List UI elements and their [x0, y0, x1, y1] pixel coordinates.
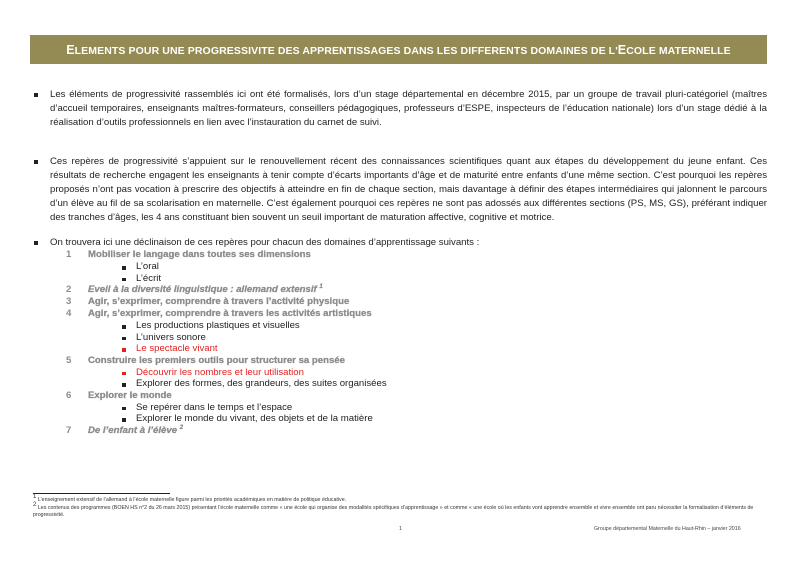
- domain-heading: [88, 296, 349, 308]
- domain-number: 3: [66, 296, 72, 307]
- footnote-text: L’enseignement extensif de l’allemand à l’école maternelle figure parmi les priorités académiques en matière de politique éducative.: [37, 497, 347, 503]
- domain-number: 7: [66, 424, 72, 436]
- domain-title: De l’enfant à l’élève: [88, 424, 178, 436]
- bullet-icon: [122, 337, 126, 341]
- sub-domain-item: Se repérer dans le temps et l’espace: [136, 401, 293, 413]
- paragraph-line: proposés n’ont pas vocation à prescrire des objectifs à atteindre en fin de chaque section, mais davantage à définir des étapes intermédiaires qui jalonnent le parcours: [50, 184, 767, 195]
- document-title-banner: [30, 35, 767, 64]
- bullet-icon: [122, 418, 126, 422]
- domain-number: 6: [66, 389, 72, 401]
- bullet-icon: [122, 372, 126, 376]
- intro-paragraph-3: [50, 236, 767, 250]
- footnote-mark: 1: [33, 494, 37, 501]
- domain-title: Mobiliser le langage dans toutes ses dimensions: [88, 249, 311, 260]
- paragraph-line: résultats de recherche engagent les enseignants à tenir compte d’écarts importants d’âge et de maturité entre enfants d’une même section. C’est pourquoi les repères: [50, 170, 767, 181]
- bullet-icon: [34, 160, 38, 164]
- paragraph-line: Ces repères de progressivité s’appuient sur le renouvellement récent des connaissances scientifiques quant aux étapes du développement du jeune enfant. Ces: [50, 156, 767, 167]
- domain-number: 2: [66, 284, 72, 295]
- sub-domain-item: Le spectacle vivant: [136, 343, 218, 354]
- bullet-icon: [122, 266, 126, 270]
- intro-paragraph-1: [50, 88, 767, 130]
- footnote-2: [33, 502, 768, 519]
- domain-title: Agir, s’exprimer, comprendre à travers les activités artistiques: [88, 308, 372, 319]
- domain-heading: [88, 425, 183, 437]
- domain-title: Agir, s’exprimer, comprendre à travers l’activité physique: [88, 296, 350, 307]
- footnote-reference: 1: [319, 283, 323, 290]
- bullet-icon: [122, 348, 126, 352]
- domain-heading: [88, 249, 311, 261]
- footnote-separator: [33, 493, 170, 494]
- paragraph-line: réalisation d’outils professionnels en lien avec l’instauration du carnet de suivi.: [50, 117, 382, 128]
- sub-domain-item: Explorer le monde du vivant, des objets et de la matière: [136, 413, 373, 424]
- bullet-icon: [34, 93, 38, 97]
- domain-title: Explorer le monde: [88, 389, 172, 401]
- footnote-mark: 2: [33, 502, 37, 509]
- sub-domain-item: Les productions plastiques et visuelles: [136, 320, 300, 331]
- domain-heading: [88, 390, 172, 402]
- domain-heading: [88, 308, 372, 320]
- page-number: 1: [399, 526, 402, 532]
- footnote-1: [33, 494, 768, 504]
- sub-domain-item: Découvrir les nombres et leur utilisation: [136, 366, 304, 378]
- domain-number: 1: [66, 249, 72, 260]
- domain-number: 5: [66, 354, 72, 366]
- bullet-icon: [34, 241, 38, 245]
- intro-paragraph-2: [50, 155, 767, 225]
- sub-domain-item: L’univers sonore: [136, 331, 206, 343]
- sub-domain-item: L’écrit: [136, 272, 162, 284]
- footnote-reference: 2: [179, 424, 184, 431]
- paragraph-line: d’un élève au fil de sa scolarisation en maternelle. C’est également pourquoi ces repères ne sont pas adossés aux différentes sections (PS, MS, GS), préférant indiquer: [50, 198, 767, 209]
- bullet-icon: [122, 278, 126, 282]
- sub-domain-item: L’oral: [136, 261, 159, 272]
- paragraph-line: Les éléments de progressivité rassemblés ici ont été formalisés, lors d’un stage départemental en décembre 2015, par un groupe de travail pluri-catégoriel (maîtres: [50, 89, 767, 100]
- paragraph-line: d’accueil temporaires, enseignants maîtres-formateurs, conseillers pédagogiques, professeurs d’ESPE, inspecteurs de l’éducation nationale) lors d’un stage dédié à la: [50, 103, 767, 114]
- bullet-icon: [122, 325, 126, 329]
- bullet-icon: [122, 407, 126, 411]
- domain-heading: [88, 355, 345, 367]
- domain-number: 4: [66, 308, 72, 319]
- paragraph-line: des tranches d’âges, les 4 ans constituant bien souvent un seuil important de maturation affective, cognitive et motrice.: [50, 212, 555, 223]
- footer-organization: Groupe départemental Maternelle du Haut-Rhin – janvier 2016: [594, 526, 741, 532]
- domain-title: Construire les premiers outils pour structurer sa pensée: [88, 354, 345, 366]
- domain-title: Eveil à la diversité linguistique : allemand extensif: [88, 284, 317, 295]
- domain-heading: [88, 284, 323, 296]
- footnote-text: Les contenus des programmes (BOEN HS n°2 du 26 mars 2015) présentant l’école maternelle comme « une école qui organise des modalités spécifiques d’apprentissage » et comme « une école où les enfants vont apprendre ensemble et vivre ensemble ont paru nécessiter la formalisation d’éléments de progressivité.: [33, 505, 754, 518]
- sub-domain-item: Explorer des formes, des grandeurs, des suites organisées: [136, 378, 387, 389]
- paragraph-line: On trouvera ici une déclinaison de ces repères pour chacun des domaines d’apprentissage suivants :: [50, 237, 480, 248]
- bullet-icon: [122, 383, 126, 387]
- document-title: ELEMENTS POUR UNE PROGRESSIVITE DES APPRENTISSAGES DANS LES DIFFERENTS DOMAINES DE L'ECOLE MATERNELLE: [66, 42, 731, 57]
